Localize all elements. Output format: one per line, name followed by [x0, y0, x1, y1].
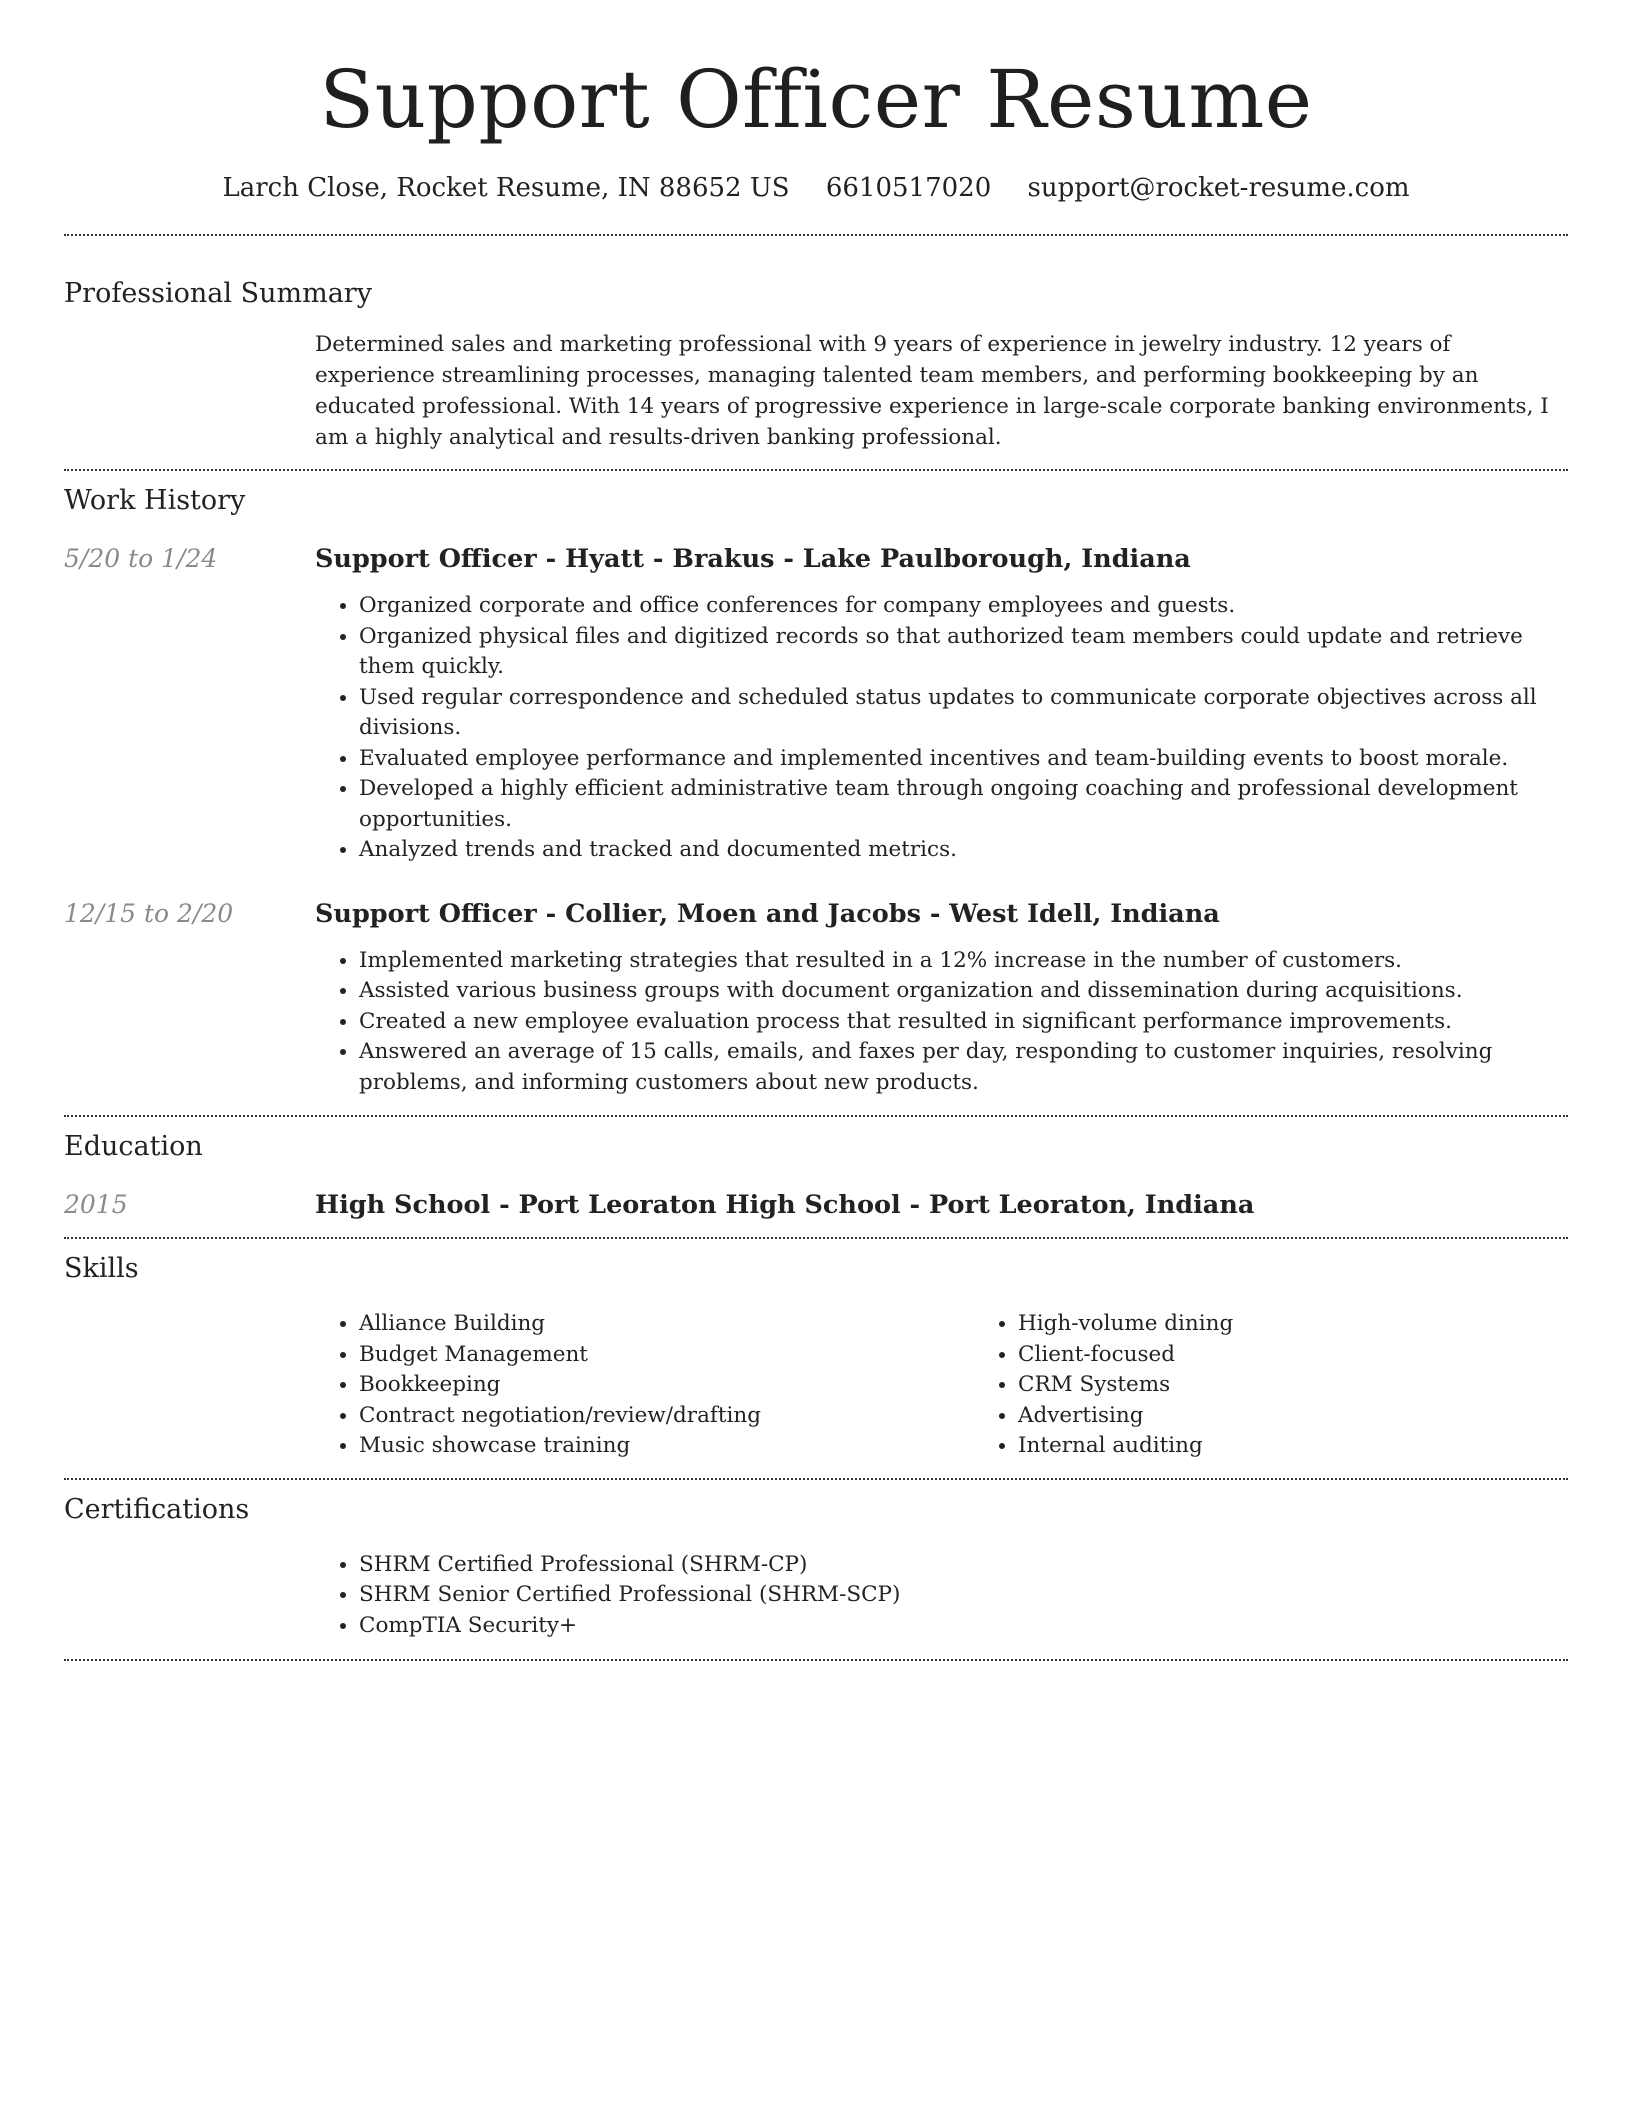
list-item: • Organized physical files and digitized records so that authorized team members could update and retrieve them quickly.	[359, 622, 1568, 683]
list-item: • Music showcase training	[359, 1431, 974, 1462]
job-dates: 12/15 to 2/20	[64, 898, 234, 928]
contact-line	[64, 170, 1568, 206]
job-entry	[64, 896, 1568, 1099]
list-item: • SHRM Senior Certified Professional (SHRM-SCP)	[359, 1580, 1568, 1611]
education-entry	[64, 1187, 1568, 1223]
job-title: Support Officer - Hyatt - Brakus - Lake Paulborough, Indiana	[315, 544, 1191, 574]
contact-email: support@rocket-resume.com	[1027, 173, 1410, 203]
work-history-section	[64, 483, 1568, 1098]
education-year: 2015	[64, 1190, 128, 1219]
section-divider	[64, 1115, 1568, 1117]
list-item: • Used regular correspondence and scheduled status updates to communicate corporate objectives across all divisions.	[359, 683, 1568, 744]
list-item: • Internal auditing	[1018, 1431, 1632, 1462]
list-item: • Alliance Building	[359, 1309, 974, 1340]
education-section	[64, 1129, 1568, 1223]
list-item: • Bookkeeping	[359, 1370, 974, 1401]
job-entry	[64, 541, 1568, 866]
contact-phone: 6610517020	[825, 173, 992, 203]
job-title: Support Officer - Collier, Moen and Jacobs - West Idell, Indiana	[315, 898, 1220, 929]
list-item: • Created a new employee evaluation process that resulted in significant performance improvements.	[359, 1007, 1568, 1038]
section-divider	[64, 469, 1568, 471]
work-history-heading: Work History	[64, 485, 246, 516]
contact-address: Larch Close, Rocket Resume, IN 88652 US	[222, 173, 790, 203]
resume-page	[64, 0, 1568, 1661]
list-item: • Budget Management	[359, 1340, 974, 1371]
list-item: • Assisted various business groups with document organization and dissemination during acquisitions.	[359, 976, 1568, 1007]
list-item: • Implemented marketing strategies that resulted in a 12% increase in the number of customers.	[359, 946, 1568, 977]
education-heading: Education	[64, 1131, 203, 1162]
certifications-heading: Certifications	[64, 1493, 250, 1525]
summary-section	[64, 276, 1568, 453]
list-item: • Answered an average of 15 calls, emails, and faxes per day, responding to customer inquiries, resolving problems, and informing customers about new products.	[359, 1037, 1568, 1098]
list-item: • Evaluated employee performance and implemented incentives and team-building events to boost morale.	[359, 744, 1568, 775]
list-item: • Analyzed trends and tracked and documented metrics.	[359, 835, 1568, 866]
summary-heading: Professional Summary	[64, 278, 372, 309]
certifications-section	[64, 1492, 1568, 1642]
list-item: • High-volume dining	[1018, 1309, 1632, 1340]
section-divider	[64, 1659, 1568, 1661]
list-item: • Organized corporate and office conferences for company employees and guests.	[359, 591, 1568, 622]
job-bullets	[315, 946, 1568, 1099]
list-item: • Advertising	[1018, 1401, 1632, 1432]
skills-list-right	[974, 1309, 1632, 1462]
list-item: • CRM Systems	[1018, 1370, 1632, 1401]
list-item: • CompTIA Security+	[359, 1611, 1568, 1642]
job-bullets	[315, 591, 1568, 866]
section-divider	[64, 234, 1568, 236]
education-detail: High School - Port Leoraton High School - Port Leoraton, Indiana	[315, 1190, 1255, 1220]
list-item: • Contract negotiation/review/drafting	[359, 1401, 974, 1432]
page-title: Support Officer Resume	[319, 53, 1313, 146]
skills-list-left	[315, 1309, 974, 1462]
list-item: • Developed a highly efficient administrative team through ongoing coaching and professional development opportunities.	[359, 774, 1568, 835]
job-dates: 5/20 to 1/24	[64, 544, 218, 573]
skills-section	[64, 1251, 1568, 1462]
certifications-list	[315, 1550, 1568, 1642]
section-divider	[64, 1237, 1568, 1239]
summary-text: Determined sales and marketing professional with 9 years of experience in jewelry industry. 12 years of experience streamlining processes, managing talented team members, and performing bookkeeping by an educated professional. With 14 years of progressive experience in large-scale corporate banking environments, I am a highly analytical and results-driven banking professional.	[315, 332, 1549, 450]
list-item: • SHRM Certified Professional (SHRM-CP)	[359, 1550, 1568, 1581]
skills-heading: Skills	[64, 1253, 139, 1284]
section-divider	[64, 1478, 1568, 1480]
list-item: • Client-focused	[1018, 1340, 1632, 1371]
